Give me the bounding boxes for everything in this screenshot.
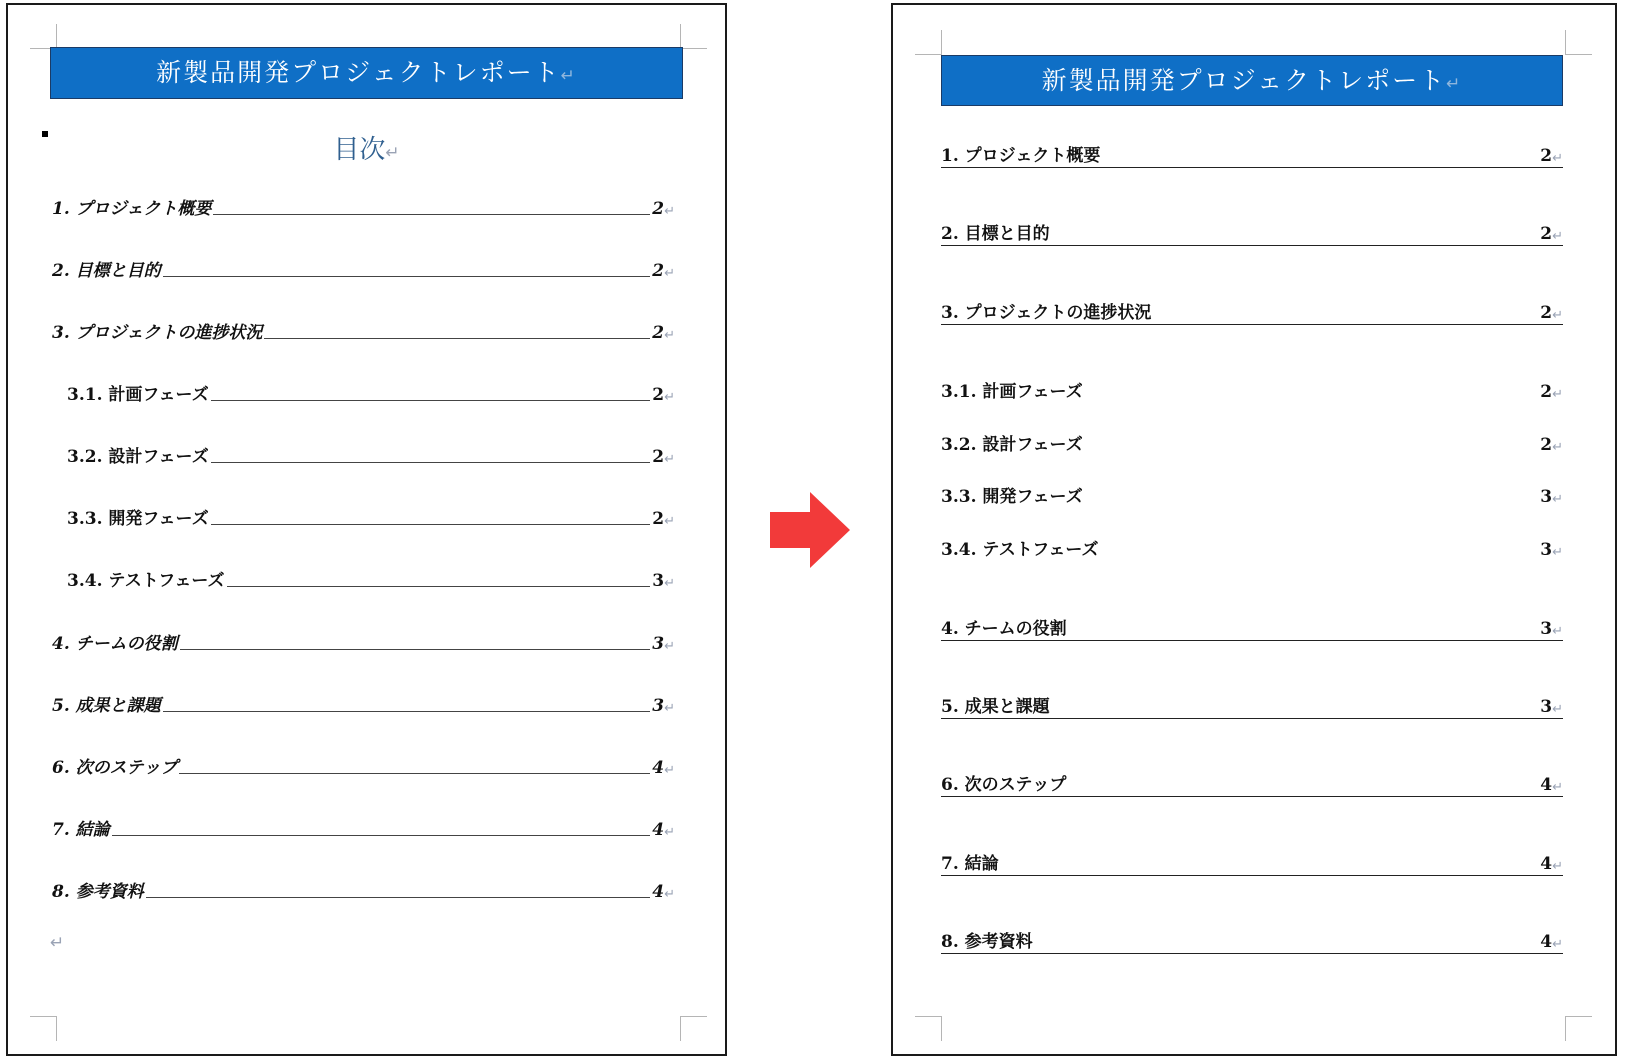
toc-entry-label: 3.2. 設計フェーズ <box>67 447 209 467</box>
toc-entry[interactable] <box>941 770 1563 797</box>
toc-entry-page: 2 <box>1540 303 1553 323</box>
toc-leader-line <box>180 649 651 650</box>
paragraph-mark: ↵ <box>664 763 675 778</box>
paragraph-mark: ↵ <box>664 825 675 840</box>
toc-entry[interactable] <box>941 927 1563 954</box>
report-title: 新製品開発プロジェクトレポート <box>1041 66 1447 95</box>
paragraph-mark: ↵ <box>664 390 675 405</box>
paragraph-mark: ↵ <box>664 204 675 219</box>
report-title-banner[interactable] <box>50 47 683 99</box>
toc-entry[interactable] <box>67 442 675 467</box>
toc-entry-label: 1. プロジェクト概要 <box>52 199 212 219</box>
toc-entry[interactable] <box>52 256 675 281</box>
margin-corner-bottom-left <box>30 1016 57 1041</box>
paragraph-mark: ↵ <box>1552 229 1563 244</box>
report-title: 新製品開発プロジェクトレポート <box>156 58 561 87</box>
margin-corner-bottom-right <box>680 1016 707 1041</box>
toc-entry-page: 2 <box>1540 382 1553 402</box>
toc-heading[interactable] <box>8 129 725 166</box>
toc-entry-page: 4 <box>652 758 665 778</box>
toc-entry-label: 3. プロジェクトの進捗状況 <box>941 303 1152 323</box>
toc-entry-label: 3.1. 計画フェーズ <box>67 385 209 405</box>
toc-leader-line <box>112 835 651 836</box>
margin-corner-top-right <box>680 24 707 49</box>
margin-corner-top-right <box>1565 30 1592 55</box>
paragraph-mark: ↵ <box>1552 859 1563 874</box>
toc-entry-label: 7. 結論 <box>52 820 110 840</box>
toc-entry[interactable] <box>52 318 675 343</box>
paragraph-mark: ↵ <box>1552 440 1563 455</box>
toc-leader-line <box>163 276 651 277</box>
paragraph-mark: ↵ <box>1552 151 1563 166</box>
toc-entry[interactable] <box>941 849 1563 876</box>
paragraph-mark: ↵ <box>385 143 400 163</box>
toc-entry-page: 2 <box>652 261 665 281</box>
toc-entry-page: 3 <box>1540 619 1553 639</box>
toc-leader-line <box>179 773 650 774</box>
paragraph-mark: ↵ <box>664 328 675 343</box>
toc-entry-page: 2 <box>652 323 665 343</box>
toc-heading-text: 目次 <box>333 135 386 165</box>
toc-entry-page: 2 <box>652 509 665 529</box>
document-page-after <box>891 3 1617 1056</box>
toc-entry-label: 3.4. テストフェーズ <box>67 571 225 591</box>
paragraph-mark: ↵ <box>664 576 675 591</box>
toc-entry-page: 4 <box>1540 775 1553 795</box>
toc-entry[interactable] <box>52 691 675 716</box>
toc-entry-page: 2 <box>652 447 665 467</box>
toc-entry[interactable] <box>67 504 675 529</box>
toc-entry-label: 4. チームの役割 <box>941 619 1067 639</box>
toc-entry-label: 6. 次のステップ <box>52 758 178 778</box>
paragraph-mark: ↵ <box>664 452 675 467</box>
toc-entry-label: 2. 目標と目的 <box>941 224 1050 244</box>
toc-entry[interactable] <box>941 298 1563 325</box>
toc-entry-label: 3.1. 計画フェーズ <box>941 382 1083 402</box>
toc-entry-page: 4 <box>652 820 665 840</box>
toc-leader-line <box>227 586 651 587</box>
toc-entry-label: 3.2. 設計フェーズ <box>941 435 1083 455</box>
toc-leader-line <box>213 214 650 215</box>
paragraph-mark: ↵ <box>1552 308 1563 323</box>
toc-entry-label: 3.3. 開発フェーズ <box>67 509 209 529</box>
toc-entry[interactable] <box>941 614 1563 641</box>
toc-entry-label: 8. 参考資料 <box>52 882 144 902</box>
toc-entry-label: 7. 結論 <box>941 854 999 874</box>
margin-corner-top-left <box>915 30 942 55</box>
toc-entry-page: 3 <box>652 571 665 591</box>
toc-entry-label: 3. プロジェクトの進捗状況 <box>52 323 263 343</box>
toc-entry[interactable] <box>67 566 675 591</box>
paragraph-mark: ↵ <box>664 701 675 716</box>
toc-entry[interactable] <box>52 194 675 219</box>
paragraph-mark: ↵ <box>1552 937 1563 952</box>
toc-entry-page: 3 <box>1540 697 1553 717</box>
toc-entry-page: 2 <box>652 385 665 405</box>
toc-entry[interactable] <box>52 629 675 654</box>
toc-entry-page: 2 <box>652 199 665 219</box>
toc-entry-label: 5. 成果と課題 <box>941 697 1050 717</box>
paragraph-mark: ↵ <box>1552 387 1563 402</box>
toc-entry[interactable] <box>52 753 675 778</box>
toc-entry-page: 2 <box>1540 146 1553 166</box>
paragraph-mark: ↵ <box>1552 545 1563 560</box>
toc-leader-line <box>264 338 650 339</box>
toc-entry[interactable] <box>941 692 1563 719</box>
toc-entry-label: 3.4. テストフェーズ <box>941 540 1099 560</box>
toc-entry-page: 3 <box>652 696 665 716</box>
toc-entry[interactable] <box>941 535 1563 561</box>
paragraph-mark: ↵ <box>50 933 65 953</box>
paragraph-mark: ↵ <box>1552 624 1563 639</box>
toc-entry[interactable] <box>941 219 1563 246</box>
toc-entry[interactable] <box>52 877 675 902</box>
right-arrow-icon <box>770 492 850 568</box>
toc-entry-label: 4. チームの役割 <box>52 634 178 654</box>
toc-leader-line <box>146 897 651 898</box>
toc-leader-line <box>211 400 651 401</box>
paragraph-mark: ↵ <box>664 887 675 902</box>
report-title-banner[interactable] <box>941 55 1563 106</box>
paragraph-mark: ↵ <box>664 639 675 654</box>
toc-entry-label: 3.3. 開発フェーズ <box>941 487 1083 507</box>
paragraph-mark: ↵ <box>1552 780 1563 795</box>
margin-corner-bottom-right <box>1565 1016 1592 1041</box>
toc-entry[interactable] <box>941 482 1563 508</box>
toc-entry-page: 3 <box>1540 487 1553 507</box>
toc-entry[interactable] <box>941 430 1563 456</box>
toc-entry-page: 4 <box>652 882 665 902</box>
paragraph-mark: ↵ <box>1552 492 1563 507</box>
toc-entry-page: 3 <box>652 634 665 654</box>
toc-entry-label: 2. 目標と目的 <box>52 261 161 281</box>
toc-entry-page: 4 <box>1540 854 1553 874</box>
toc-entry-page: 2 <box>1540 435 1553 455</box>
paragraph-mark: ↵ <box>664 266 675 281</box>
margin-corner-bottom-left <box>915 1016 942 1041</box>
toc-entry-page: 2 <box>1540 224 1553 244</box>
paragraph-mark: ↵ <box>560 66 577 86</box>
paragraph-mark: ↵ <box>664 514 675 529</box>
toc-leader-line <box>211 524 651 525</box>
toc-leader-line <box>163 711 651 712</box>
toc-entry-label: 5. 成果と課題 <box>52 696 161 716</box>
toc-entry-page: 3 <box>1540 540 1553 560</box>
document-page-before <box>6 3 727 1056</box>
margin-corner-top-left <box>30 24 57 49</box>
toc-entry-label: 1. プロジェクト概要 <box>941 146 1101 166</box>
paragraph-mark: ↵ <box>1552 702 1563 717</box>
toc-entry-page: 4 <box>1540 932 1553 952</box>
toc-entry-label: 8. 参考資料 <box>941 932 1033 952</box>
toc-entry[interactable] <box>67 380 675 405</box>
toc-leader-line <box>211 462 651 463</box>
paragraph-mark: ↵ <box>1446 74 1463 94</box>
toc-entry[interactable] <box>941 377 1563 403</box>
toc-entry-label: 6. 次のステップ <box>941 775 1067 795</box>
toc-entry[interactable] <box>52 815 675 840</box>
toc-entry[interactable] <box>941 141 1563 168</box>
